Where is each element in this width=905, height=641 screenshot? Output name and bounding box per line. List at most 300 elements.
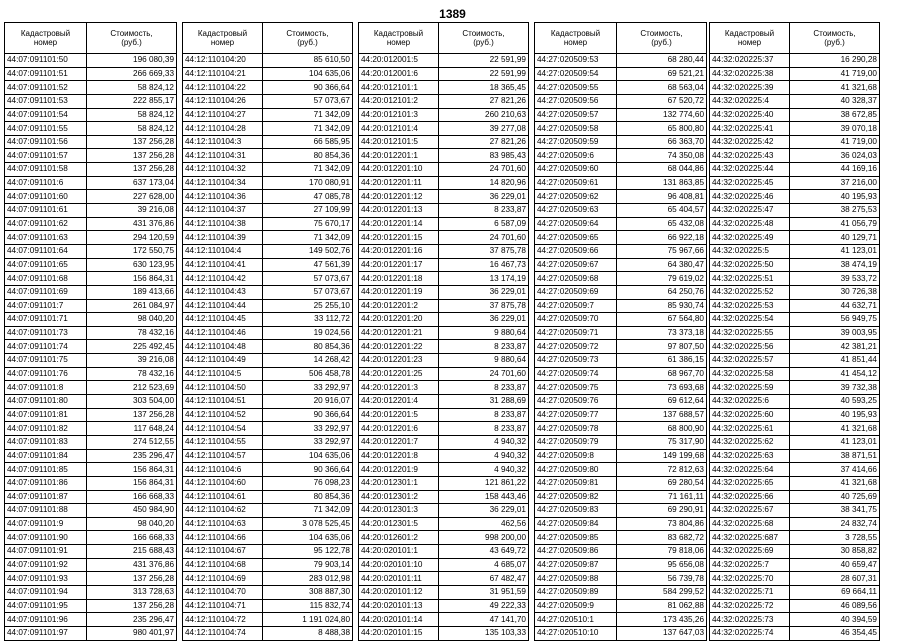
cost-cell: 74 350,08 bbox=[617, 149, 707, 163]
cadastral-number-cell: 44:20:020101:13 bbox=[359, 599, 439, 613]
cadastral-number-cell: 44:27:020509:79 bbox=[535, 435, 617, 449]
table-row bbox=[183, 449, 353, 463]
table-row bbox=[535, 545, 707, 559]
cost-cell: 65 432,08 bbox=[617, 217, 707, 231]
cost-cell: 71 342,09 bbox=[263, 108, 353, 122]
table-row bbox=[359, 599, 529, 613]
cost-cell: 90 366,64 bbox=[263, 408, 353, 422]
cadastral-number-cell: 44:20:012201:9 bbox=[359, 463, 439, 477]
cost-cell: 24 701,60 bbox=[439, 163, 529, 177]
cost-cell: 75 967,66 bbox=[617, 244, 707, 258]
cost-cell: 27 109,99 bbox=[263, 204, 353, 218]
cost-cell: 27 821,26 bbox=[439, 94, 529, 108]
table-row bbox=[359, 585, 529, 599]
cadastral-number-cell: 44:12:110104:61 bbox=[183, 490, 263, 504]
cadastral-number-cell: 44:27:020509:69 bbox=[535, 285, 617, 299]
table-row bbox=[5, 108, 177, 122]
table-row bbox=[5, 504, 177, 518]
cadastral-number-cell: 44:20:012301:3 bbox=[359, 504, 439, 518]
cost-cell: 57 073,67 bbox=[263, 285, 353, 299]
cadastral-number-cell: 44:12:110104:69 bbox=[183, 572, 263, 586]
cost-cell: 8 233,87 bbox=[439, 340, 529, 354]
cost-cell: 33 112,72 bbox=[263, 313, 353, 327]
table-row bbox=[710, 176, 880, 190]
table-row bbox=[359, 517, 529, 531]
cost-cell: 33 292,97 bbox=[263, 422, 353, 436]
cost-cell: 66 363,70 bbox=[617, 135, 707, 149]
cadastral-number-cell: 44:32:020225:69 bbox=[710, 545, 790, 559]
cost-cell: 3 728,55 bbox=[790, 531, 880, 545]
cost-cell: 39 216,08 bbox=[87, 204, 177, 218]
cost-cell: 41 851,44 bbox=[790, 354, 880, 368]
cost-cell: 13 174,19 bbox=[439, 272, 529, 286]
cadastral-number-cell: 44:20:012101:1 bbox=[359, 81, 439, 95]
cost-cell: 36 024,03 bbox=[790, 149, 880, 163]
table-row bbox=[5, 258, 177, 272]
cadastral-number-cell: 44:07:091101:95 bbox=[5, 599, 87, 613]
cadastral-number-cell: 44:27:020509:59 bbox=[535, 135, 617, 149]
cadastral-number-cell: 44:12:110104:34 bbox=[183, 176, 263, 190]
cadastral-number-cell: 44:12:110104:54 bbox=[183, 422, 263, 436]
table-row bbox=[710, 231, 880, 245]
cadastral-number-cell: 44:12:110104:68 bbox=[183, 558, 263, 572]
cost-cell: 95 656,08 bbox=[617, 558, 707, 572]
cost-cell: 65 800,80 bbox=[617, 122, 707, 136]
cost-cell: 41 719,00 bbox=[790, 135, 880, 149]
cadastral-number-cell: 44:07:091101:96 bbox=[5, 613, 87, 627]
cost-cell: 117 648,24 bbox=[87, 422, 177, 436]
cadastral-number-cell: 44:07:091101:53 bbox=[5, 94, 87, 108]
cadastral-number-cell: 44:20:012201:20 bbox=[359, 313, 439, 327]
cost-cell: 90 366,64 bbox=[263, 463, 353, 477]
cost-cell: 104 635,06 bbox=[263, 67, 353, 81]
cost-cell: 40 328,37 bbox=[790, 94, 880, 108]
cost-cell: 40 394,59 bbox=[790, 613, 880, 627]
cadastral-number-cell: 44:32:020225:38 bbox=[710, 67, 790, 81]
table-row bbox=[359, 299, 529, 313]
table-row bbox=[535, 585, 707, 599]
table-row bbox=[183, 531, 353, 545]
cost-cell: 24 832,74 bbox=[790, 517, 880, 531]
cadastral-number-cell: 44:32:020225:53 bbox=[710, 299, 790, 313]
cost-cell: 67 482,47 bbox=[439, 572, 529, 586]
cadastral-number-cell: 44:27:020509:6 bbox=[535, 149, 617, 163]
cost-cell: 6 587,09 bbox=[439, 217, 529, 231]
cadastral-number-cell: 44:32:020225:67 bbox=[710, 504, 790, 518]
cadastral-number-cell: 44:32:020225:68 bbox=[710, 517, 790, 531]
cost-cell: 98 040,20 bbox=[87, 313, 177, 327]
cost-cell: 40 195,93 bbox=[790, 190, 880, 204]
cost-cell: 8 233,87 bbox=[439, 204, 529, 218]
table-row bbox=[183, 149, 353, 163]
cost-cell: 78 432,16 bbox=[87, 367, 177, 381]
cost-cell: 9 880,64 bbox=[439, 326, 529, 340]
cost-cell: 37 875,78 bbox=[439, 244, 529, 258]
cost-cell: 156 864,31 bbox=[87, 272, 177, 286]
cost-cell: 196 080,39 bbox=[87, 54, 177, 68]
cadastral-number-cell: 44:27:020509:67 bbox=[535, 258, 617, 272]
cost-cell: 227 628,00 bbox=[87, 190, 177, 204]
cadastral-number-cell: 44:20:012201:16 bbox=[359, 244, 439, 258]
table-row bbox=[5, 517, 177, 531]
table-row bbox=[535, 217, 707, 231]
cadastral-number-cell: 44:12:110104:71 bbox=[183, 599, 263, 613]
cadastral-number-cell: 44:12:110104:21 bbox=[183, 67, 263, 81]
cadastral-number-cell: 44:20:012201:10 bbox=[359, 163, 439, 177]
cadastral-number-cell: 44:27:020510:10 bbox=[535, 626, 617, 640]
cadastral-number-cell: 44:20:020101:1 bbox=[359, 545, 439, 559]
cost-cell: 235 296,47 bbox=[87, 613, 177, 627]
table-row bbox=[183, 217, 353, 231]
cadastral-number-cell: 44:32:020225:37 bbox=[710, 54, 790, 68]
cost-cell: 31 951,59 bbox=[439, 585, 529, 599]
cost-cell: 308 887,30 bbox=[263, 585, 353, 599]
table-row bbox=[5, 490, 177, 504]
table-row bbox=[183, 354, 353, 368]
cadastral-number-cell: 44:07:091101:68 bbox=[5, 272, 87, 286]
table-row bbox=[183, 272, 353, 286]
cost-cell: 9 880,64 bbox=[439, 354, 529, 368]
table-row bbox=[5, 395, 177, 409]
cost-cell: 274 512,55 bbox=[87, 435, 177, 449]
cost-cell: 36 229,01 bbox=[439, 285, 529, 299]
cost-cell: 16 467,73 bbox=[439, 258, 529, 272]
cost-cell: 71 342,09 bbox=[263, 122, 353, 136]
table-row bbox=[5, 81, 177, 95]
cadastral-number-cell: 44:32:020225:65 bbox=[710, 476, 790, 490]
cost-cell: 40 659,47 bbox=[790, 558, 880, 572]
table-row bbox=[535, 476, 707, 490]
cadastral-number-cell: 44:27:020509:76 bbox=[535, 395, 617, 409]
cost-cell: 73 804,86 bbox=[617, 517, 707, 531]
table-row bbox=[535, 504, 707, 518]
cost-cell: 69 612,64 bbox=[617, 395, 707, 409]
cadastral-number-cell: 44:32:020225:61 bbox=[710, 422, 790, 436]
cost-cell: 41 454,12 bbox=[790, 367, 880, 381]
table-row bbox=[5, 463, 177, 477]
cost-cell: 58 824,12 bbox=[87, 108, 177, 122]
cost-cell: 294 120,59 bbox=[87, 231, 177, 245]
cost-cell: 71 342,09 bbox=[263, 504, 353, 518]
cadastral-number-cell: 44:07:091101:87 bbox=[5, 490, 87, 504]
cost-cell: 90 366,64 bbox=[263, 81, 353, 95]
page-number: 1389 bbox=[439, 7, 466, 21]
table-row bbox=[359, 626, 529, 640]
cost-cell: 47 085,78 bbox=[263, 190, 353, 204]
cost-cell: 158 443,46 bbox=[439, 490, 529, 504]
cost-cell: 24 701,60 bbox=[439, 367, 529, 381]
table-row bbox=[710, 476, 880, 490]
cadastral-number-cell: 44:07:091101:80 bbox=[5, 395, 87, 409]
table-row bbox=[183, 340, 353, 354]
table-row bbox=[5, 176, 177, 190]
table-row bbox=[710, 435, 880, 449]
cadastral-number-cell: 44:20:020101:12 bbox=[359, 585, 439, 599]
register-table-1 bbox=[4, 22, 177, 641]
table-row bbox=[535, 108, 707, 122]
cadastral-number-cell: 44:27:020509:78 bbox=[535, 422, 617, 436]
cost-cell: 80 854,36 bbox=[263, 149, 353, 163]
table-row bbox=[359, 558, 529, 572]
cost-cell: 41 719,00 bbox=[790, 67, 880, 81]
table-row bbox=[183, 545, 353, 559]
cadastral-number-cell: 44:20:012201:14 bbox=[359, 217, 439, 231]
register-table-3 bbox=[358, 22, 529, 641]
cost-cell: 137 256,28 bbox=[87, 163, 177, 177]
table-row bbox=[5, 285, 177, 299]
cost-cell: 630 123,95 bbox=[87, 258, 177, 272]
cost-cell: 39 003,95 bbox=[790, 326, 880, 340]
cost-cell: 42 381,21 bbox=[790, 340, 880, 354]
cadastral-number-cell: 44:27:020509:87 bbox=[535, 558, 617, 572]
table-row bbox=[5, 217, 177, 231]
table-row bbox=[535, 54, 707, 68]
cost-cell: 41 321,68 bbox=[790, 476, 880, 490]
table-row bbox=[183, 476, 353, 490]
cadastral-number-cell: 44:27:020509:72 bbox=[535, 340, 617, 354]
header-row bbox=[5, 23, 177, 54]
table-row bbox=[359, 54, 529, 68]
cadastral-number-cell: 44:20:012601:2 bbox=[359, 531, 439, 545]
table-row bbox=[710, 285, 880, 299]
cadastral-number-cell: 44:32:020225:39 bbox=[710, 81, 790, 95]
table-row bbox=[5, 613, 177, 627]
cadastral-number-cell: 44:20:012201:2 bbox=[359, 299, 439, 313]
table-row bbox=[710, 408, 880, 422]
cadastral-number-cell: 44:27:020509:84 bbox=[535, 517, 617, 531]
cost-cell: 8 233,87 bbox=[439, 381, 529, 395]
cadastral-number-cell: 44:07:091101:6 bbox=[5, 176, 87, 190]
cost-cell: 172 550,75 bbox=[87, 244, 177, 258]
table-row bbox=[710, 190, 880, 204]
table-row bbox=[5, 354, 177, 368]
cost-cell: 64 380,47 bbox=[617, 258, 707, 272]
cadastral-number-cell: 44:32:020225:58 bbox=[710, 367, 790, 381]
cadastral-number-cell: 44:07:091101:61 bbox=[5, 204, 87, 218]
cadastral-number-cell: 44:32:020225:49 bbox=[710, 231, 790, 245]
table-row bbox=[535, 326, 707, 340]
cost-cell: 584 299,52 bbox=[617, 585, 707, 599]
cost-cell: 75 670,17 bbox=[263, 217, 353, 231]
cost-cell: 57 073,67 bbox=[263, 272, 353, 286]
cost-cell: 67 564,80 bbox=[617, 313, 707, 327]
cadastral-number-header: Кадастровый номер bbox=[710, 23, 790, 54]
table-row bbox=[535, 626, 707, 640]
table-row bbox=[183, 67, 353, 81]
cadastral-number-cell: 44:07:091101:82 bbox=[5, 422, 87, 436]
cadastral-number-cell: 44:32:020225:54 bbox=[710, 313, 790, 327]
table-row bbox=[359, 285, 529, 299]
table-row bbox=[359, 135, 529, 149]
cost-cell: 980 401,97 bbox=[87, 626, 177, 640]
cost-cell: 131 863,85 bbox=[617, 176, 707, 190]
cost-cell: 75 317,90 bbox=[617, 435, 707, 449]
cadastral-number-cell: 44:27:020509:61 bbox=[535, 176, 617, 190]
cadastral-number-cell: 44:07:091101:76 bbox=[5, 367, 87, 381]
cadastral-number-cell: 44:27:020509:60 bbox=[535, 163, 617, 177]
table-row bbox=[183, 435, 353, 449]
table-row bbox=[359, 395, 529, 409]
cost-cell: 41 321,68 bbox=[790, 422, 880, 436]
cost-cell: 104 635,06 bbox=[263, 531, 353, 545]
table-row bbox=[710, 395, 880, 409]
cost-cell: 14 820,96 bbox=[439, 176, 529, 190]
cost-cell: 38 474,19 bbox=[790, 258, 880, 272]
cadastral-number-cell: 44:20:012301:5 bbox=[359, 517, 439, 531]
cadastral-number-cell: 44:32:020225:5 bbox=[710, 244, 790, 258]
table-row bbox=[535, 244, 707, 258]
cadastral-number-cell: 44:20:012301:2 bbox=[359, 490, 439, 504]
cadastral-number-cell: 44:07:091101:50 bbox=[5, 54, 87, 68]
table-row bbox=[535, 435, 707, 449]
table-row bbox=[359, 326, 529, 340]
cadastral-number-cell: 44:20:012201:13 bbox=[359, 204, 439, 218]
cadastral-number-cell: 44:12:110104:39 bbox=[183, 231, 263, 245]
table-row bbox=[5, 340, 177, 354]
cost-cell: 47 561,39 bbox=[263, 258, 353, 272]
cadastral-number-cell: 44:27:020509:88 bbox=[535, 572, 617, 586]
table-row bbox=[183, 81, 353, 95]
cadastral-number-cell: 44:12:110104:67 bbox=[183, 545, 263, 559]
table-row bbox=[535, 395, 707, 409]
table-row bbox=[5, 476, 177, 490]
cadastral-number-cell: 44:12:110104:57 bbox=[183, 449, 263, 463]
table-row bbox=[359, 313, 529, 327]
table-row bbox=[535, 408, 707, 422]
cost-cell: 68 967,70 bbox=[617, 367, 707, 381]
cadastral-number-cell: 44:07:091101:88 bbox=[5, 504, 87, 518]
cadastral-number-cell: 44:32:020225:64 bbox=[710, 463, 790, 477]
cadastral-number-cell: 44:27:020509:85 bbox=[535, 531, 617, 545]
cadastral-number-header: Кадастровый номер bbox=[359, 23, 439, 54]
cost-cell: 20 916,07 bbox=[263, 395, 353, 409]
table-row bbox=[710, 163, 880, 177]
cost-cell: 80 854,36 bbox=[263, 340, 353, 354]
cost-cell: 71 342,09 bbox=[263, 163, 353, 177]
table-row bbox=[183, 326, 353, 340]
table-row bbox=[5, 449, 177, 463]
table-row bbox=[359, 81, 529, 95]
cadastral-number-cell: 44:07:091101:74 bbox=[5, 340, 87, 354]
table-row bbox=[535, 422, 707, 436]
table-row bbox=[5, 54, 177, 68]
table-row bbox=[710, 94, 880, 108]
table-row bbox=[5, 67, 177, 81]
cadastral-number-cell: 44:27:020509:86 bbox=[535, 545, 617, 559]
table-row bbox=[535, 135, 707, 149]
cost-cell: 81 062,88 bbox=[617, 599, 707, 613]
table-row bbox=[710, 149, 880, 163]
cadastral-number-cell: 44:27:020509:65 bbox=[535, 231, 617, 245]
table-row bbox=[710, 354, 880, 368]
cost-cell: 137 647,03 bbox=[617, 626, 707, 640]
table-row bbox=[710, 613, 880, 627]
cadastral-number-cell: 44:32:020225:72 bbox=[710, 599, 790, 613]
table-row bbox=[183, 381, 353, 395]
table-row bbox=[183, 517, 353, 531]
table-row bbox=[710, 422, 880, 436]
cadastral-number-cell: 44:27:020509:71 bbox=[535, 326, 617, 340]
table-row bbox=[183, 313, 353, 327]
cost-cell: 39 070,18 bbox=[790, 122, 880, 136]
table-row bbox=[710, 67, 880, 81]
cadastral-number-cell: 44:20:012201:22 bbox=[359, 340, 439, 354]
cadastral-number-cell: 44:27:020509:53 bbox=[535, 54, 617, 68]
table-row bbox=[535, 67, 707, 81]
cost-cell: 58 824,12 bbox=[87, 122, 177, 136]
table-row bbox=[710, 463, 880, 477]
cost-cell: 170 080,91 bbox=[263, 176, 353, 190]
table-row bbox=[535, 367, 707, 381]
cost-cell: 37 875,78 bbox=[439, 299, 529, 313]
cadastral-number-cell: 44:12:110104:45 bbox=[183, 313, 263, 327]
table-row bbox=[183, 108, 353, 122]
cadastral-number-cell: 44:12:110104:51 bbox=[183, 395, 263, 409]
cadastral-number-cell: 44:32:020225:66 bbox=[710, 490, 790, 504]
cost-cell: 121 861,22 bbox=[439, 476, 529, 490]
table-row bbox=[5, 572, 177, 586]
table-row bbox=[710, 122, 880, 136]
cost-cell: 16 290,28 bbox=[790, 54, 880, 68]
cadastral-number-cell: 44:07:091101:58 bbox=[5, 163, 87, 177]
cost-cell: 450 984,90 bbox=[87, 504, 177, 518]
table-row bbox=[710, 217, 880, 231]
cost-cell: 41 321,68 bbox=[790, 81, 880, 95]
cost-cell: 283 012,98 bbox=[263, 572, 353, 586]
cost-cell: 8 233,87 bbox=[439, 422, 529, 436]
cadastral-number-cell: 44:12:110104:62 bbox=[183, 504, 263, 518]
cadastral-number-cell: 44:12:110104:32 bbox=[183, 163, 263, 177]
table-row bbox=[710, 504, 880, 518]
table-row bbox=[5, 626, 177, 640]
table-row bbox=[710, 81, 880, 95]
cost-cell: 68 563,04 bbox=[617, 81, 707, 95]
cost-header: Стоимость, (руб.) bbox=[87, 23, 177, 54]
table-row bbox=[710, 272, 880, 286]
cost-cell: 83 985,43 bbox=[439, 149, 529, 163]
cadastral-number-cell: 44:20:020101:10 bbox=[359, 558, 439, 572]
cost-cell: 85 610,50 bbox=[263, 54, 353, 68]
cadastral-number-cell: 44:07:091101:73 bbox=[5, 326, 87, 340]
table-row bbox=[535, 81, 707, 95]
cost-cell: 104 635,06 bbox=[263, 449, 353, 463]
table-row bbox=[710, 326, 880, 340]
cadastral-number-cell: 44:27:020510:1 bbox=[535, 613, 617, 627]
cost-cell: 58 824,12 bbox=[87, 81, 177, 95]
table-row bbox=[359, 258, 529, 272]
cadastral-number-cell: 44:07:091101:94 bbox=[5, 585, 87, 599]
cost-cell: 69 290,91 bbox=[617, 504, 707, 518]
table-row bbox=[5, 163, 177, 177]
cadastral-number-cell: 44:20:012201:6 bbox=[359, 422, 439, 436]
cost-cell: 39 277,08 bbox=[439, 122, 529, 136]
cadastral-number-cell: 44:27:020509:7 bbox=[535, 299, 617, 313]
table-row bbox=[710, 258, 880, 272]
cadastral-number-cell: 44:12:110104:38 bbox=[183, 217, 263, 231]
cost-cell: 222 855,17 bbox=[87, 94, 177, 108]
cadastral-number-cell: 44:12:110104:22 bbox=[183, 81, 263, 95]
cost-cell: 637 173,04 bbox=[87, 176, 177, 190]
table-row bbox=[183, 122, 353, 136]
cadastral-number-cell: 44:27:020509:58 bbox=[535, 122, 617, 136]
cost-cell: 85 930,74 bbox=[617, 299, 707, 313]
table-row bbox=[5, 231, 177, 245]
table-row bbox=[359, 367, 529, 381]
cost-cell: 33 292,97 bbox=[263, 381, 353, 395]
cost-cell: 66 922,18 bbox=[617, 231, 707, 245]
cadastral-number-cell: 44:27:020509:77 bbox=[535, 408, 617, 422]
cost-cell: 46 354,45 bbox=[790, 626, 880, 640]
